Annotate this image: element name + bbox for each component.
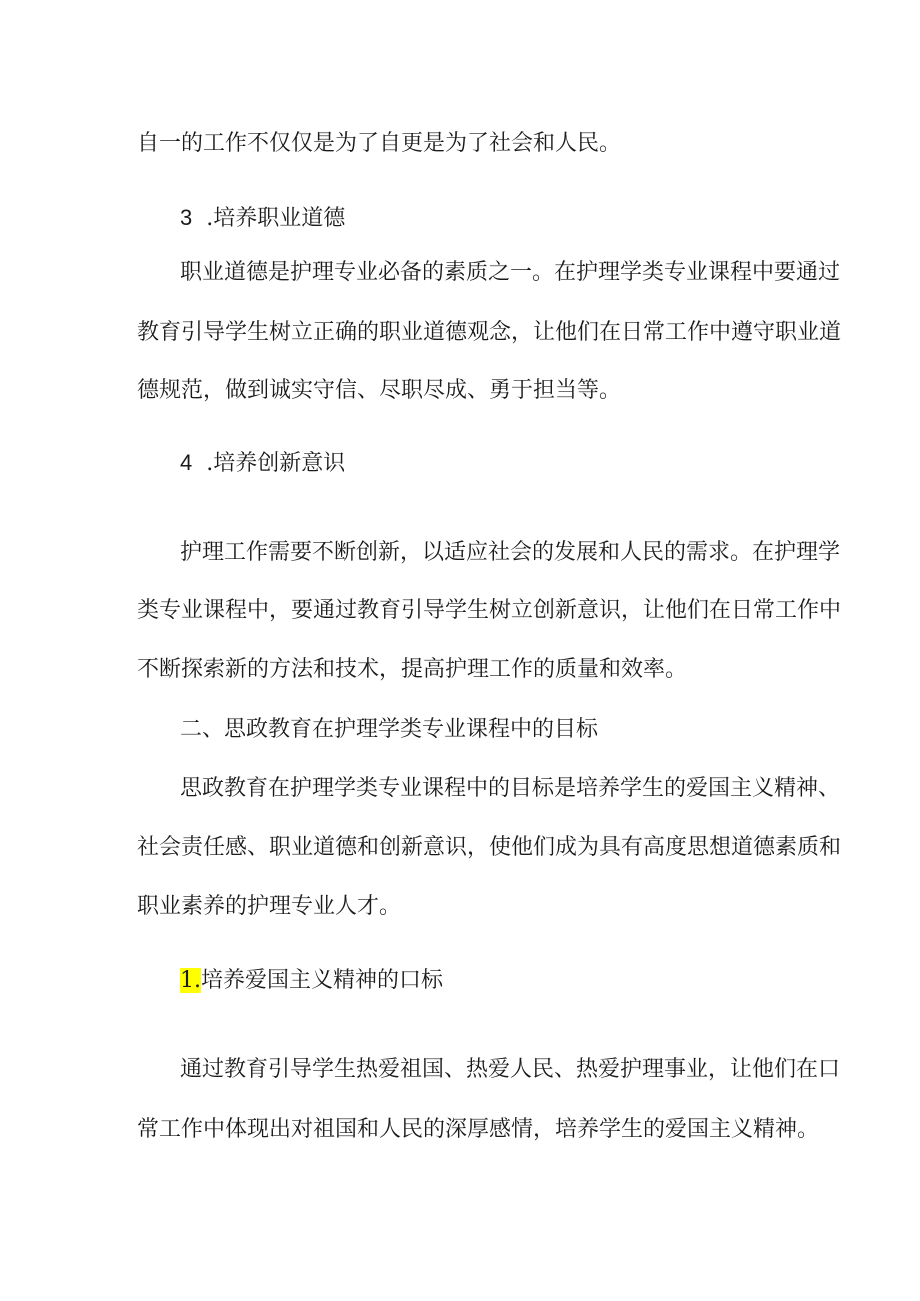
heading-text: 培养爱国主义精神的口标 <box>201 968 444 993</box>
heading-text: .培养创新意识 <box>206 451 346 476</box>
paragraph-line: 德规范，做到诚实守信、尽职尽成、勇于担当等。 <box>137 378 622 403</box>
paragraph-line: 思政教育在护理学类专业课程中的目标是培养学生的爱国主义精神、 <box>180 776 841 801</box>
section-heading-4 <box>180 448 345 479</box>
heading-number: 4 <box>180 450 193 475</box>
paragraph-line: 通过教育引导学生热爱祖国、热爱人民、热爱护理事业，让他们在口 <box>180 1057 841 1082</box>
paragraph-line: 常工作中体现出对祖国和人民的深厚感情，培养学生的爱国主义精神。 <box>137 1117 820 1142</box>
paragraph-line: 教育引导学生树立正确的职业道德观念，让他们在日常工作中遵守职业道 <box>137 320 842 345</box>
paragraph-line: 自一的工作不仅仅是为了自更是为了社会和人民。 <box>137 131 622 156</box>
paragraph-line: 社会责任感、职业道德和创新意识，使他们成为具有高度思想道德素质和 <box>137 835 842 860</box>
section-title: 二、思政教育在护理学类专业课程中的目标 <box>180 717 599 742</box>
heading-text: .培养职业道德 <box>206 206 346 231</box>
section-heading-1 <box>180 966 443 996</box>
heading-number: 3 <box>180 205 193 230</box>
section-heading-3 <box>180 203 345 234</box>
paragraph-line: 职业道德是护理专业必备的素质之一。在护理学类专业课程中要通过 <box>180 260 841 285</box>
paragraph-line: 护理工作需要不断创新，以适应社会的发展和人民的需求。在护理学 <box>180 540 841 565</box>
paragraph-line: 不断探索新的方法和技术，提高护理工作的质量和效率。 <box>137 657 688 682</box>
highlighted-heading-number: 1. <box>180 968 201 993</box>
paragraph-line: 类专业课程中，要通过教育引导学生树立创新意识，让他们在日常工作中 <box>137 598 842 623</box>
paragraph-line: 职业素养的护理专业人才。 <box>137 894 402 919</box>
